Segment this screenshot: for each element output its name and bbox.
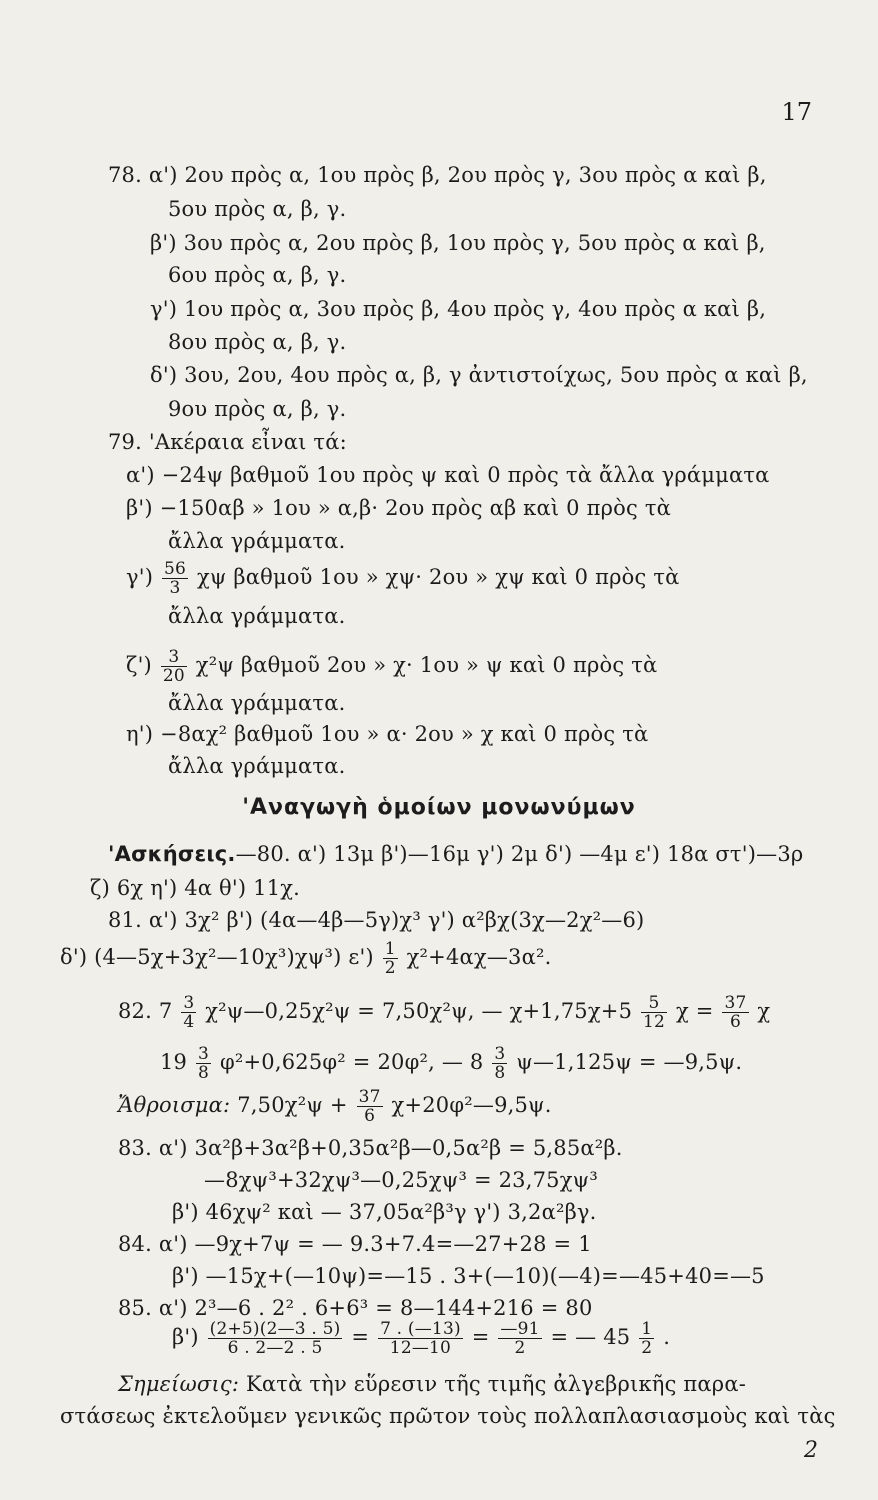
exercise-83-cont: —8χψ³+32χψ³—0,25χψ³ = 23,75χψ³ bbox=[204, 1168, 598, 1192]
exercise-78-c: γ') 1ου πρὸς α, 3ου πρὸς β, 4ου πρὸς γ, 4ου πρὸς α καὶ β, bbox=[150, 297, 767, 321]
exercise-79-a: α') −24ψ βαθμοῦ 1ου πρὸς ψ καὶ 0 πρὸς τὰ ἄλλα γράμματα bbox=[126, 463, 770, 487]
exercise-82-line2: 19 $\frac{3}{8}$ φ²+0,625φ² = 20φ², — 8 $\frac{3}{8}$ ψ—1,125ψ = —9,5ψ. bbox=[160, 1044, 743, 1083]
section-heading: 'Αναγωγὴ ὁμοίων μονωνύμων bbox=[242, 795, 636, 820]
fraction: $\frac{37}{6}$ bbox=[724, 993, 747, 1032]
exercise-78-a: 78. α') 2ου πρὸς α, 1ου πρὸς β, 2ου πρὸς γ, 3ου πρὸς α καὶ β, bbox=[108, 163, 767, 187]
exercise-79-c-cont: ἄλλα γράμματα. bbox=[168, 604, 346, 628]
fraction: $\frac{3}{8}$ bbox=[494, 1044, 506, 1083]
exercise-80: 'Ασκήσεις.—80. α') 13μ β')—16μ γ') 2μ δ') —4μ ε') 18α στ')—3ρ bbox=[108, 842, 804, 866]
exercise-79-c: γ') $\frac{56}{3}$ χψ βαθμοῦ 1ου » χψ· 2ου » χψ καὶ 0 πρὸς τὰ bbox=[126, 559, 680, 598]
fraction: $\frac{37}{6}$ bbox=[358, 1087, 381, 1126]
fraction: $\frac{7 . (—13)}{12—10}$ bbox=[380, 1319, 461, 1358]
fraction: $\frac{56}{3}$ bbox=[164, 559, 187, 598]
fraction: $\frac{3}{8}$ bbox=[198, 1044, 210, 1083]
fraction: $\frac{5}{12}$ bbox=[643, 993, 666, 1032]
exercise-85-b: β') $\frac{(2+5)(2—3 . 5)}{6 . 2—2 . 5}$ = $\frac{7 . (—13)}{12—10}$ = $\frac{—91}{2}$ = — 45 $\frac{1}{2}$ . bbox=[172, 1319, 671, 1358]
fraction: $\frac{1}{2}$ bbox=[641, 1319, 653, 1358]
exercise-83: 83. α') 3α²β+3α²β+0,35α²β—0,5α²β = 5,85α²β. bbox=[118, 1136, 623, 1160]
exercise-78-b: β') 3ου πρὸς α, 2ου πρὸς β, 1ου πρὸς γ, 5ου πρὸς α καὶ β, bbox=[150, 231, 766, 255]
note-line1: Σημείωσις: Κατὰ τὴν εὕρεσιν τῆς τιμῆς ἀλγεβρικῆς παρα- bbox=[118, 1372, 747, 1396]
exercise-84: 84. α') —9χ+7ψ = — 9.3+7.4=—27+28 = 1 bbox=[118, 1232, 592, 1256]
exercise-81: 81. α') 3χ² β') (4α—4β—5γ)χ³ γ') α²βχ(3χ—2χ²—6) bbox=[108, 908, 645, 932]
exercise-80-cont: ζ) 6χ η') 4α θ') 11χ. bbox=[90, 876, 301, 900]
exercise-78-b-cont: 6ου πρὸς α, β, γ. bbox=[168, 263, 347, 287]
exercise-82-line1: 82. 7 $\frac{3}{4}$ χ²ψ—0,25χ²ψ = 7,50χ²ψ, — χ+1,75χ+5 $\frac{5}{12}$ χ = $\frac{37}{6}$ χ bbox=[118, 993, 771, 1032]
exercise-82-sum: Ἄθροισμα: 7,50χ²ψ + $\frac{37}{6}$ χ+20φ²—9,5ψ. bbox=[118, 1087, 552, 1126]
fraction: $\frac{(2+5)(2—3 . 5)}{6 . 2—2 . 5}$ bbox=[209, 1319, 341, 1358]
fraction: $\frac{—91}{2}$ bbox=[500, 1319, 540, 1358]
exercise-83-b: β') 46χψ² καὶ — 37,05α²β³γ γ') 3,2α²βγ. bbox=[172, 1200, 597, 1224]
exercise-78-d-cont: 9ου πρὸς α, β, γ. bbox=[168, 397, 347, 421]
exercise-79-b-cont: ἄλλα γράμματα. bbox=[168, 529, 346, 553]
exercise-79-z-cont: ἄλλα γράμματα. bbox=[168, 691, 346, 715]
fraction: $\frac{3}{4}$ bbox=[183, 993, 195, 1032]
fraction: $\frac{1}{2}$ bbox=[384, 939, 396, 978]
page-number: 17 bbox=[781, 98, 812, 126]
exercise-79: 79. 'Ακέραια εἶναι τά: bbox=[108, 430, 347, 454]
exercise-81-cont: δ') (4—5χ+3χ²—10χ³)χψ³) ε') $\frac{1}{2}$ χ²+4αχ—3α². bbox=[60, 939, 552, 978]
exercise-85: 85. α') 2³—6 . 2² . 6+6³ = 8—144+216 = 80 bbox=[118, 1296, 593, 1320]
exercise-84-b: β') —15χ+(—10ψ)=—15 . 3+(—10)(—4)=—45+40=—5 bbox=[172, 1264, 765, 1288]
exercise-78-c-cont: 8ου πρὸς α, β, γ. bbox=[168, 330, 347, 354]
exercise-79-h: η') −8αχ² βαθμοῦ 1ου » α· 2ου » χ καὶ 0 πρὸς τὰ bbox=[126, 722, 649, 746]
signature-number: 2 bbox=[804, 1438, 818, 1463]
fraction: $\frac{3}{20}$ bbox=[162, 647, 185, 686]
exercise-79-b: β') −150αβ » 1ου » α,β· 2ου πρὸς αβ καὶ 0 πρὸς τὰ bbox=[126, 496, 672, 520]
exercise-78-d: δ') 3ου, 2ου, 4ου πρὸς α, β, γ ἀντιστοίχως, 5ου πρὸς α καὶ β, bbox=[150, 363, 808, 387]
exercise-79-z: ζ') $\frac{3}{20}$ χ²ψ βαθμοῦ 2ου » χ· 1ου » ψ καὶ 0 πρὸς τὰ bbox=[126, 647, 658, 686]
exercise-79-h-cont: ἄλλα γράμματα. bbox=[168, 754, 346, 778]
exercise-78-a-cont: 5ου πρὸς α, β, γ. bbox=[168, 197, 347, 221]
note-line2: στάσεως ἐκτελοῦμεν γενικῶς πρῶτον τοὺς πολλαπλασιασμοὺς καὶ τὰς bbox=[60, 1404, 836, 1428]
